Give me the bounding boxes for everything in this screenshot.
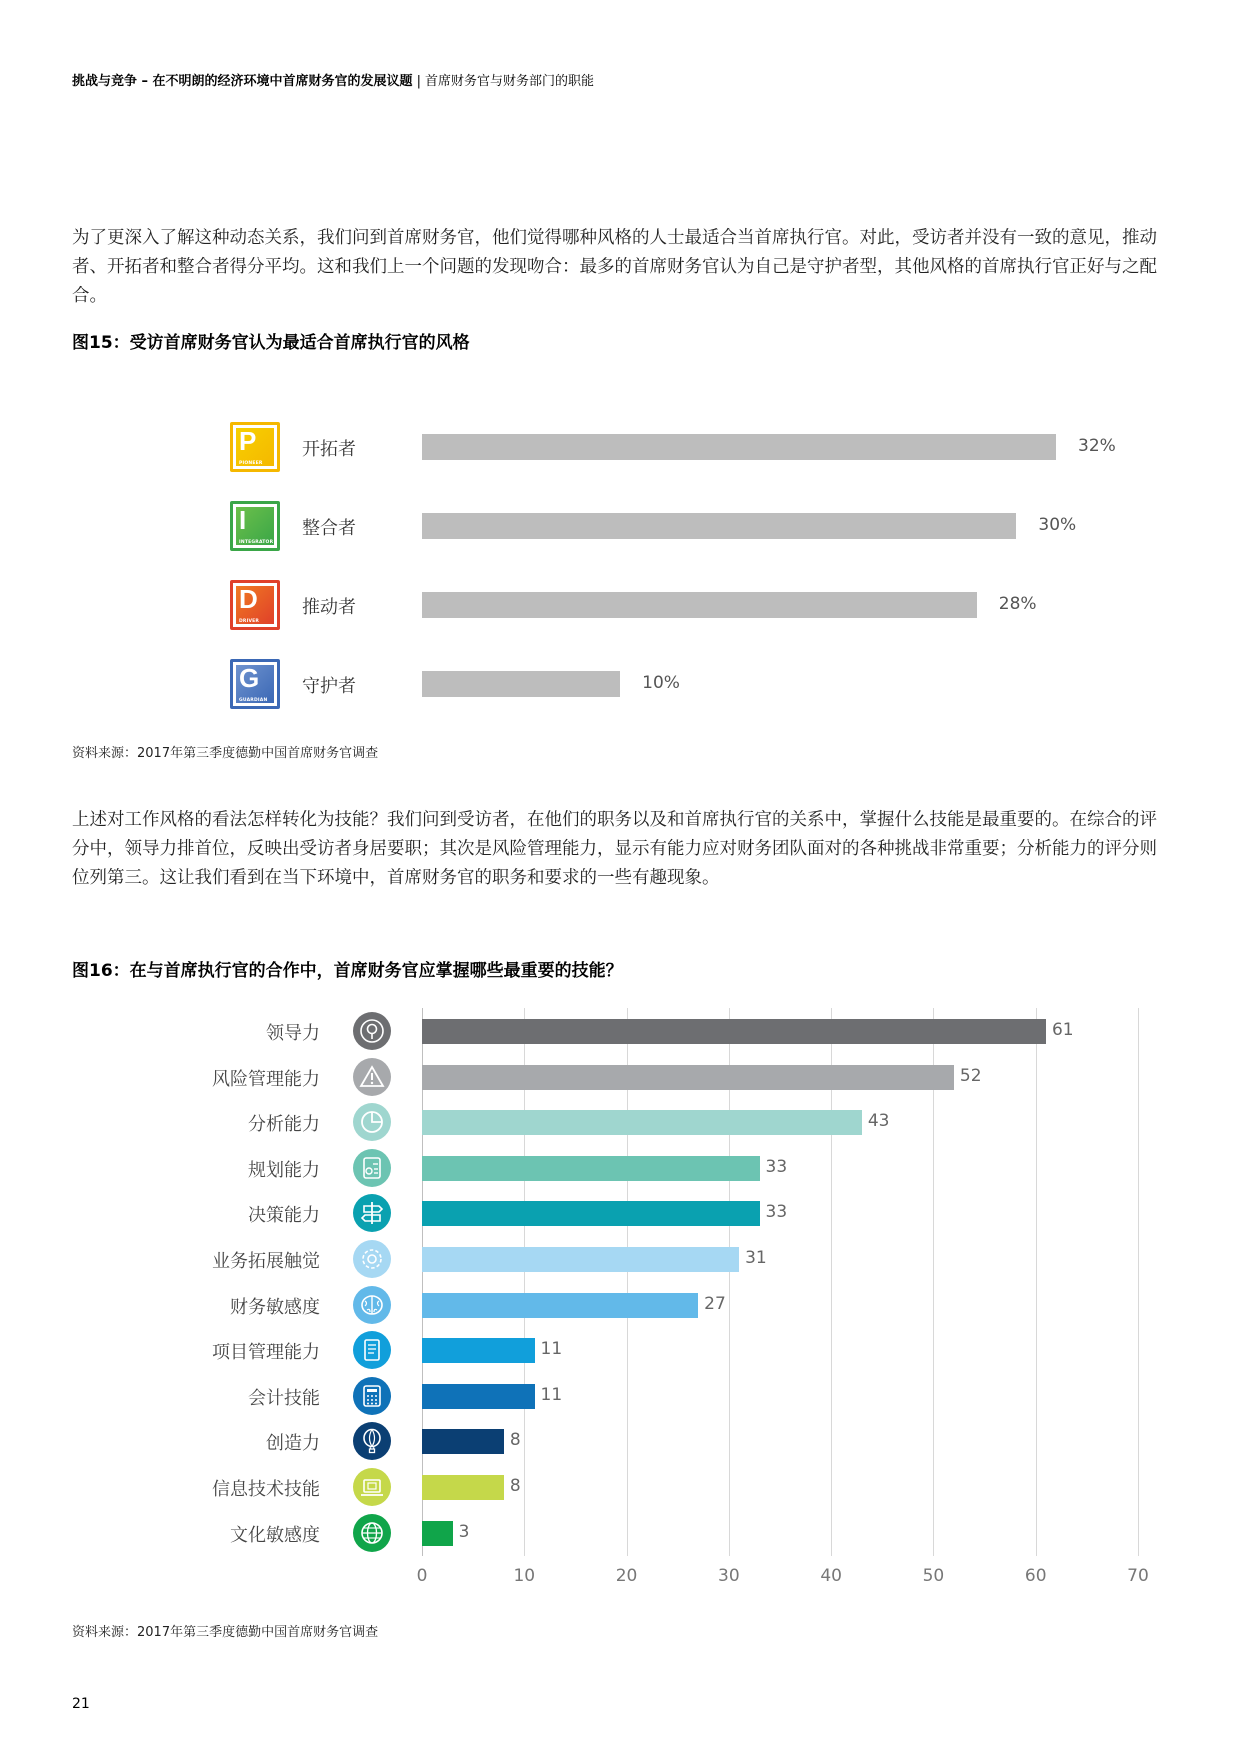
style-label: 开拓者 xyxy=(302,439,356,460)
skill-value-label: 8 xyxy=(509,1476,521,1496)
style-label: 守护者 xyxy=(302,676,356,697)
pie-chart-icon xyxy=(353,1103,391,1141)
skill-value-label: 11 xyxy=(540,1384,563,1405)
figure15-source: 资料来源：2017年第三季度德勤中国首席财务官调查 xyxy=(72,746,379,761)
skill-label: 创造力 xyxy=(266,1433,320,1455)
skills-paragraph: 上述对工作风格的看法怎样转化为技能？我们问到受访者，在他们的职务以及和首席执行官的关系中，掌握什么技能是最重要的。在综合的评分中，领导力排首位，反映出受访者身居要职；其次是风险管理能力，显示有能力应对财务团队面对的各种挑战非常重要；分析能力的评分则位列第三。这让我们看到在当下环境中，首席财务官的职务和要求的一些有趣现象。 xyxy=(72,810,1157,888)
x-tick-label: 50 xyxy=(922,1566,945,1586)
signpost-icon xyxy=(353,1194,391,1232)
figure16-title: 图16：在与首席执行官的合作中，首席财务官应掌握哪些最重要的技能？ xyxy=(72,961,623,981)
skill-value-label: 8 xyxy=(509,1430,521,1451)
style-tile-letter: P xyxy=(239,426,257,456)
skill-value-label: 3 xyxy=(458,1521,470,1542)
style-tile-word: DRIVER xyxy=(239,619,260,624)
laptop-icon xyxy=(353,1468,391,1506)
x-tick-label: 60 xyxy=(1024,1566,1047,1586)
skill-bar xyxy=(422,1019,1046,1044)
skill-value-label: 11 xyxy=(540,1339,563,1360)
style-value-label: 30% xyxy=(1038,515,1077,535)
skill-bar xyxy=(422,1110,862,1135)
style-label: 整合者 xyxy=(302,518,356,539)
style-tile-word: INTEGRATOR xyxy=(239,540,274,545)
skill-value-label: 52 xyxy=(959,1065,982,1086)
skill-bar xyxy=(422,1293,698,1318)
intro-paragraph: 为了更深入了解这种动态关系，我们问到首席财务官，他们觉得哪种风格的人士最适合当首席执行官。对此，受访者并没有一致的意见，推动者、开拓者和整合者得分平均。这和我们上一个问题的发现吻合：最多的首席财务官认为自己是守护者型，其他风格的首席执行官正好与之配合。 xyxy=(72,228,1157,306)
grid-line xyxy=(1036,1008,1037,1556)
figure16-source: 资料来源：2017年第三季度德勤中国首席财务官调查 xyxy=(72,1625,379,1640)
header-section: 首席财务官与财务部门的职能 xyxy=(424,74,594,89)
skill-bar xyxy=(422,1065,954,1090)
grid-line xyxy=(422,1008,423,1556)
skill-label: 文化敏感度 xyxy=(230,1524,320,1546)
notebook-icon xyxy=(353,1331,391,1369)
skill-label: 业务拓展触觉 xyxy=(212,1251,320,1272)
skill-bar xyxy=(422,1429,504,1454)
header-separator: | xyxy=(416,74,421,89)
grid-line xyxy=(627,1008,628,1556)
x-tick-label: 20 xyxy=(615,1566,638,1586)
style-label: 推动者 xyxy=(302,597,356,618)
style-tile-word: PIONEER xyxy=(239,461,263,466)
style-value-label: 28% xyxy=(998,594,1037,614)
skill-value-label: 33 xyxy=(765,1156,788,1177)
document-icon xyxy=(353,1149,391,1187)
skill-label: 分析能力 xyxy=(248,1114,320,1136)
balloon-icon xyxy=(353,1422,391,1460)
skill-label: 决策能力 xyxy=(248,1205,320,1227)
style-tile-letter: I xyxy=(239,505,247,535)
grid-line xyxy=(729,1008,730,1556)
style-value-label: 10% xyxy=(642,673,680,693)
skill-bar xyxy=(422,1384,535,1409)
skill-value-label: 31 xyxy=(745,1248,767,1268)
skill-value-label: 43 xyxy=(867,1111,890,1132)
page-number: 21 xyxy=(72,1696,90,1712)
skill-bar xyxy=(422,1156,760,1181)
head-icon xyxy=(353,1012,391,1050)
x-tick-label: 70 xyxy=(1127,1566,1149,1586)
style-tile-letter: D xyxy=(239,584,258,614)
skill-label: 风险管理能力 xyxy=(212,1068,320,1090)
skill-label: 会计技能 xyxy=(248,1387,320,1409)
skill-value-label: 61 xyxy=(1051,1020,1074,1040)
skill-bar xyxy=(422,1521,453,1546)
skill-label: 信息技术技能 xyxy=(212,1479,320,1500)
skill-value-label: 33 xyxy=(765,1202,788,1223)
x-tick-label: 10 xyxy=(513,1566,536,1586)
style-value-label: 32% xyxy=(1078,436,1116,456)
x-tick-label: 30 xyxy=(718,1566,740,1586)
globe-icon xyxy=(353,1514,391,1552)
figure15-title: 图15：受访首席财务官认为最适合首席执行官的风格 xyxy=(72,333,470,353)
skill-bar xyxy=(422,1475,504,1500)
grid-line xyxy=(933,1008,934,1556)
style-tile-letter: G xyxy=(239,663,260,693)
gear-icon xyxy=(353,1240,391,1278)
grid-line xyxy=(831,1008,832,1556)
skill-label: 财务敏感度 xyxy=(230,1296,320,1318)
skill-value-label: 27 xyxy=(704,1293,726,1314)
grid-line xyxy=(1138,1008,1139,1556)
grid-line xyxy=(524,1008,525,1556)
skill-label: 项目管理能力 xyxy=(212,1342,320,1364)
skill-bar xyxy=(422,1338,535,1363)
skill-bar xyxy=(422,1201,760,1226)
header-title: 挑战与竞争 – 在不明朗的经济环境中首席财务官的发展议题 xyxy=(72,74,413,89)
style-tile-word: GUARDIAN xyxy=(239,698,268,703)
skill-label: 规划能力 xyxy=(248,1159,320,1181)
x-tick-label: 0 xyxy=(416,1566,428,1586)
skill-bar xyxy=(422,1247,739,1272)
skill-label: 领导力 xyxy=(266,1023,320,1044)
warning-icon xyxy=(353,1058,391,1096)
brain-icon xyxy=(353,1286,391,1324)
x-tick-label: 40 xyxy=(820,1566,842,1586)
calculator-icon xyxy=(353,1377,391,1415)
